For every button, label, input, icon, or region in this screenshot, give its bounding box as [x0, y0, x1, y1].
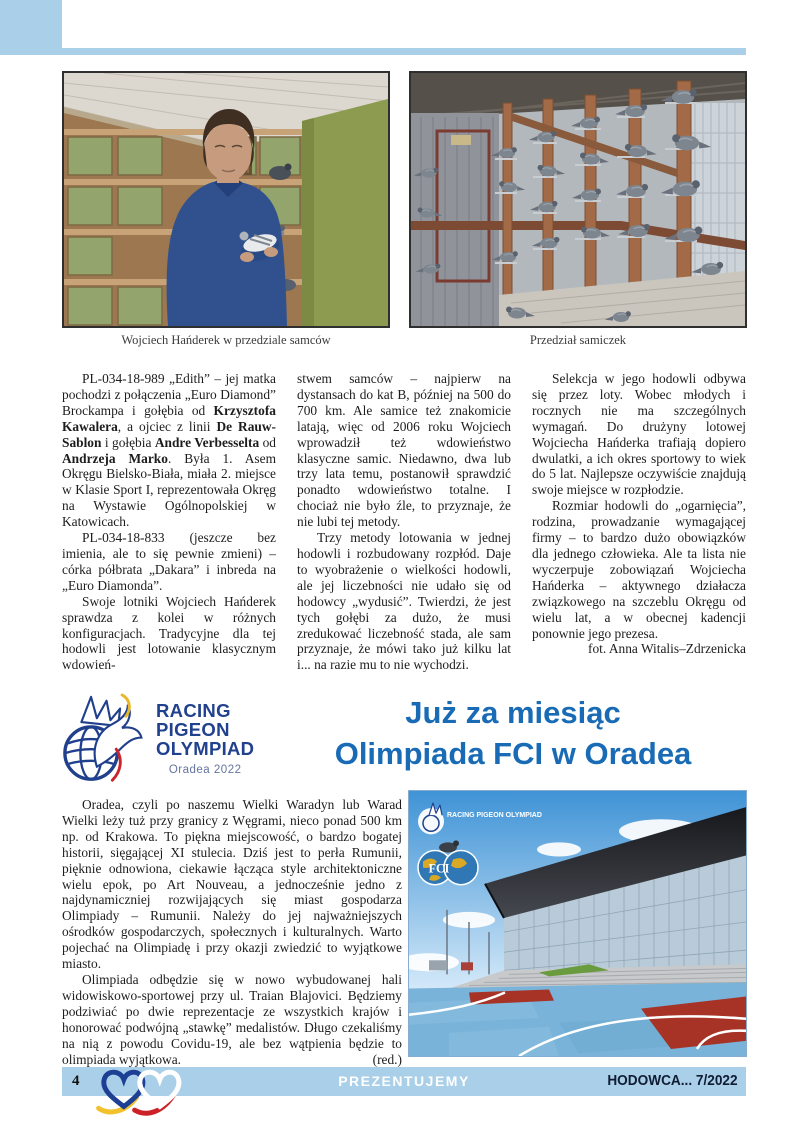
corner-accent: [0, 0, 62, 55]
page-number: 4: [72, 1073, 80, 1089]
top-accent-bar: [0, 48, 746, 55]
hearts-logo-icon: [95, 1065, 203, 1121]
logo-subtitle: Oradea 2022: [168, 763, 242, 776]
footer-section-label: PREZENTUJEMY: [338, 1073, 470, 1089]
racing-pigeon-olympiad-logo: [62, 686, 277, 794]
photo-breeder-in-loft: [62, 71, 390, 328]
paragraph: PL-034-18-833 (jeszcze bez imienia, ale to się pewnie zmieni) – córka półbrata „Dakara” i inbreda na „Euro Diamonda”.: [62, 530, 276, 593]
logo-line-1: RACING: [156, 699, 231, 721]
paragraph: Selekcja w jego hodowli odbywa się przez loty. Wobec młodych i rocznych nie ma szczególnych wymagań. Do drużyny lotowej Wojciecha Hańderka trafiają dopiero dwulatki, a ich okres sportowy to wiek do 5 lat. Najlepsze oczywiście znajdują swoje miejsce w rozpłodzie.: [532, 371, 746, 498]
paragraph: fot. Anna Witalis–Zdrzenicka: [588, 641, 746, 657]
paragraph: Swoje lotniki Wojciech Hańderek sprawdza z kolei w różnych konfiguracjach. Tradycyjne dla tej hodowli jest lotowanie klasycznym wdowień-: [62, 593, 276, 673]
paragraph: Olimpiada odbędzie się w nowo wybudowanej hali widowiskowo-sportowej przy ul. Traian Blajovici. Będziemy podziwiać po dwie reprezentacje ze wszystkich krajów i honorować podwójną „stawkę” medalistów. Długo czekaliśmy na nią z powodu Covidu-19, ale bez wątpienia będzie to olimpiada wyjątkowa. (red.): [62, 971, 402, 1067]
heading-line-1: Już za miesiąc: [405, 695, 621, 730]
rpo-overlay-label: RACING PIGEON OLYMPIAD: [447, 812, 542, 820]
logo-line-2: PIGEON: [156, 718, 230, 740]
breeder-photo-illustration: [64, 73, 388, 326]
caption-left-photo: Wojciech Hańderek w przedziale samców: [121, 333, 331, 347]
globe-dove-icon: [62, 688, 154, 792]
olympiad-article: [62, 797, 402, 1067]
photo-oradea-arena: [408, 790, 747, 1057]
paragraph: Oradea, czyli po naszemu Wielki Waradyn lub Warad Wielki leży tuż przy granicy z Węgrami, nieco ponad 500 km np. od Krakowa. To piękna miejscowość, o bardzo bogatej historii, sięgającej XI stulecia. Dziś jest to perła Rumunii, pięknie odnowiona, ciekawie łącząca style architektoniczne wielu epok, po Art Nouveau, a jednocześnie jedno z najdynamiczniej rozwijających się miast gospodarza Olimpiady – Rumunii. Należy do jej najważniejszych ośrodków gospodarczych, społecznych i kulturalnych. Warto pojechać na Olimpiadę i przy okazji zwiedzić to wyjątkowe miasto.: [62, 797, 402, 972]
caption-right-photo: Przedział samiczek: [529, 333, 627, 347]
article-column-2: [297, 371, 511, 673]
article-body: [62, 371, 746, 673]
paragraph: Rozmiar hodowli do „ogarnięcia”, rodzina, prowadzanie wymagającej firmy – to bardzo dużo obowiązków dla jednego człowieka. Ale ta lista nie wyczerpuje zobowiązań Wojciecha Hańderka – aktywnego działacza związkowego na szczeblu Okręgu od wielu lat, a w obecnej kadencji ponownie jego prezesa.: [532, 498, 746, 641]
section-heading: [280, 692, 746, 774]
logo-wordmark: [156, 701, 254, 780]
photo-hens-compartment: [409, 71, 747, 328]
arena-photo-illustration: [409, 791, 746, 1056]
fci-overlay-label: FCI: [428, 861, 450, 876]
paragraph: PL-034-18-989 „Edith” – jej matka pochodzi z połączenia „Euro Diamond” Brockampa i gołębia od Krzysztofa Kawalera, a ojciec z linii De Rauw-Sablon i gołębia Andre Verbesselta od Andrzeja Marko. Była 1. Asem Okręgu Bielsko-Biała, miała 2. miejsce w Klasie Sport I, reprezentowała Okręg na Wystawie Ogólnopolskiej w Katowicach.: [62, 371, 276, 530]
hens-photo-illustration: [411, 73, 745, 326]
heading-line-2: Olimpiada FCI w Oradea: [334, 736, 692, 771]
footer-issue-label: HODOWCA... 7/2022: [607, 1073, 738, 1089]
paragraph: Trzy metody lotowania w jednej hodowli i rozbudowany rozpłód. Daje to wyobrażenie o wielkości hodowli, ale jej liczebności nie udało się od hodowcy „wydusić”. Twierdzi, że jest tych gołębi za dużo, że musi zredukować liczebność stada, ale sam przyznaje, że mówi tako już kilku lat i... na razie mu to nie wychodzi.: [297, 530, 511, 673]
article-column-1: [62, 371, 276, 673]
article-column-3: [532, 371, 746, 673]
logo-line-3: OLYMPIAD: [156, 737, 255, 759]
paragraph: stwem samców – najpierw na dystansach do kat B, później na 500 do 700 km. Ale samice też znakomicie latają, więc od 2006 roku Wojciech wprowadził też wdowieństwo klasyczne samic. Niedawno, dwa lub trzy lata temu, postanowił sprawdzić ponadto wdowieństwo totalne. I chociaż nie było źle, to przyznaje, że nie lubi tej metody.: [297, 371, 511, 530]
